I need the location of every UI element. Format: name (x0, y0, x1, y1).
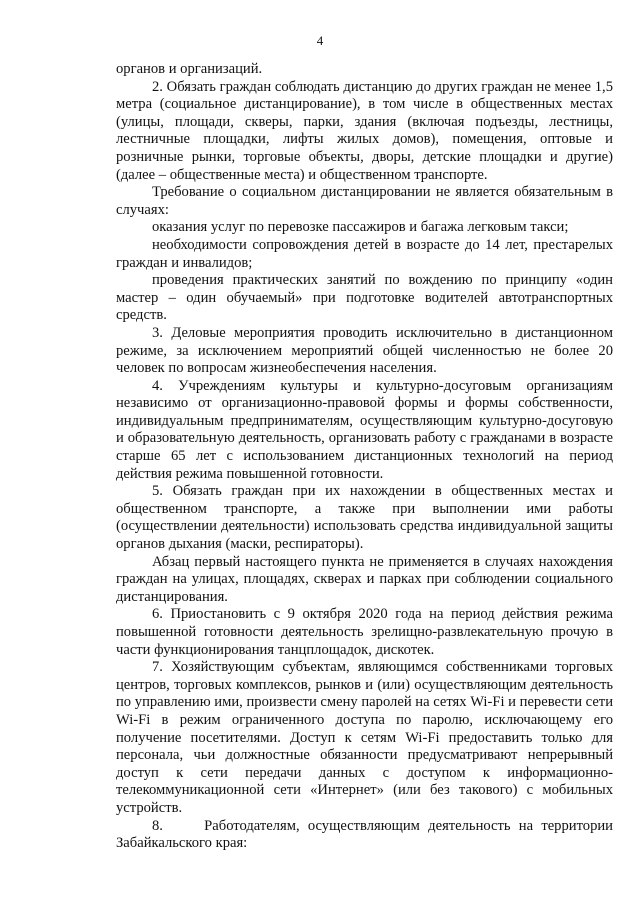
document-body (116, 61, 617, 853)
paragraph: 3. Деловые мероприятия проводить исключительно в дистанционном режиме, за исключением мероприятий общей численностью не более 20 человек по вопросам жизнеобеспечения населения. (116, 324, 617, 377)
paragraph: Требование о социальном дистанцировании не является обязательным в случаях: (116, 184, 617, 218)
paragraph: проведения практических занятий по вождению по принципу «один мастер – один обучаемый» при подготовке водителей автотранспортных средств. (116, 272, 617, 324)
paragraph: 7. Хозяйствующим субъектам, являющимся собственниками торговых центров, торговых комплексов, рынков и (или) осуществляющим деятельность по управлению ими, произвести смену паролей на сетях Wi-Fi и перевести сети Wi-Fi в режим ограниченного доступа по паролю, исключающему его получение посетителями. Доступ к сетям Wi-Fi предоставить только для персонала, чьи должностные обязанности предусматривают непрерывный доступ к сети передачи данных с доступом к информационно-телекоммуникационной сети «Интернет» (или без такового) с мобильных устройств. (116, 659, 617, 816)
paragraph: 2. Обязать граждан соблюдать дистанцию до других граждан не менее 1,5 метра (социальное дистанцирование), в том числе в общественных местах (улицы, площади, скверы, парки, здания (включая подъезды, лестницы, лестничные площадки, лифты жилых домов), помещения, оптовые и розничные рынки, торговые объекты, дворы, детские площадки и другие) (далее – общественные места) и общественном транспорте. (116, 78, 617, 183)
paragraph: 5. Обязать граждан при их нахождении в общественных местах и общественном транспорте, а также при выполнении ими работы (осуществлении деятельности) использовать средства индивидуальной защиты органов дыхания (маски, респираторы). (116, 483, 617, 553)
paragraph: 8. Работодателям, осуществляющим деятельность на территории Забайкальского края: (116, 817, 617, 852)
paragraph: оказания услуг по перевозке пассажиров и багажа легковым такси; (152, 219, 569, 236)
paragraph: Абзац первый настоящего пункта не применяется в случаях нахождения граждан на улицах, площадях, скверах и парках при соблюдении социального дистанцирования. (116, 553, 617, 605)
paragraph: органов и организаций. (116, 61, 263, 77)
paragraph: необходимости сопровождения детей в возрасте до 14 лет, престарелых граждан и инвалидов; (116, 236, 617, 271)
page-number: 4 (316, 33, 324, 48)
paragraph: 6. Приостановить с 9 октября 2020 года на период действия режима повышенной готовности деятельность зрелищно-развлекательную прочую в части функционирования танцплощадок, дискотек. (116, 606, 617, 658)
paragraph: 4. Учреждениям культуры и культурно-досуговым организациям независимо от организационно-правовой формы и формы собственности, индивидуальным предпринимателям, осуществляющим культурно-досуговую и образовательную деятельность, организовать работу с гражданами в возрасте старше 65 лет с использованием дистанционных технологий на период действия режима повышенной готовности. (116, 377, 617, 482)
